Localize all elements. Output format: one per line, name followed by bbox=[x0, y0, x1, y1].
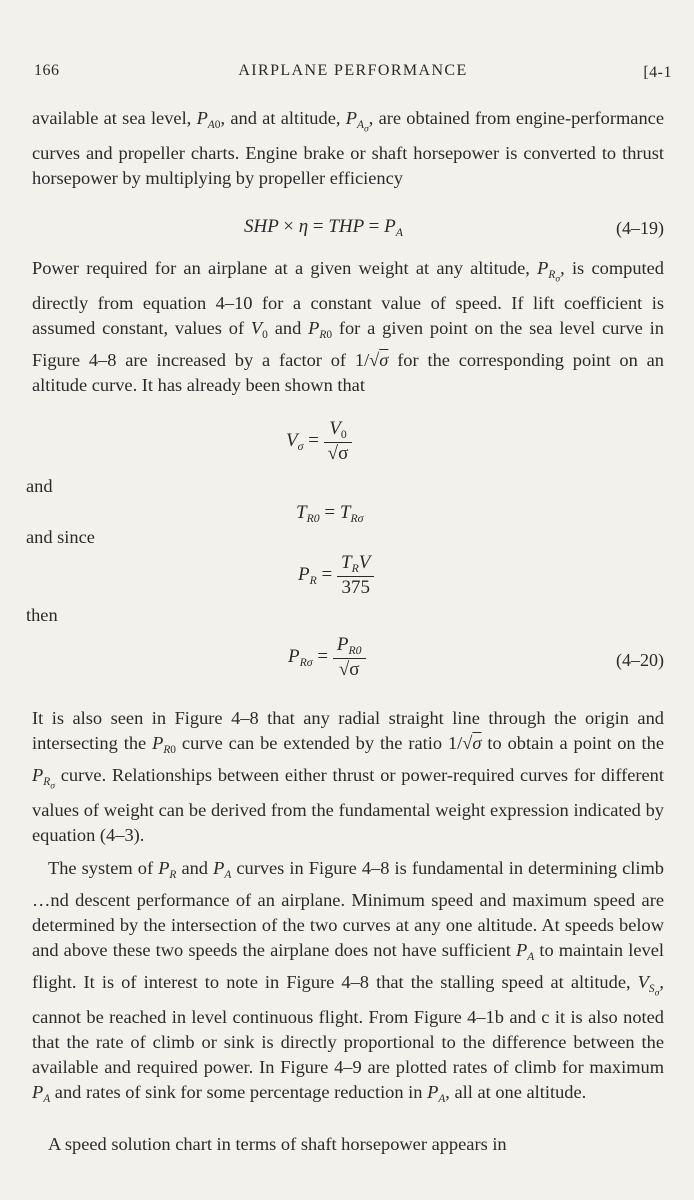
connector-then: then bbox=[26, 605, 58, 625]
page-number: 166 bbox=[34, 62, 60, 79]
running-title: AIRPLANE PERFORMANCE bbox=[238, 62, 468, 79]
equation-4-19: SHP × η = THP = $P_A$ bbox=[244, 216, 403, 240]
connector-and-since: and since bbox=[26, 527, 95, 547]
paragraph-2: Power required for an airplane at a given weight at any altitude, $P_{R_\sigma}$, is computed directly from equation 4–10 for a constant value of speed. If lift coefficient is assumed constant, values of $V_0$ and $P_{R0}$ for a given point on the sea level curve in Figure 4–8 are increased by a factor of 1/√σ for the corresponding point on an altitude curve. It has already been shown that bbox=[32, 258, 665, 396]
equation-number-4-19: (4–19) bbox=[616, 218, 664, 238]
paragraph-1: available at sea level, $P_{A0}$, and at altitude, $P_{A_\sigma}$, are obtained from engine-performance curves and propeller charts. Engine brake or shaft horsepower is converted to thrust horsepower by multiplying by propeller efficiency bbox=[32, 108, 664, 189]
paragraph-3: It is also seen in Figure 4–8 that any radial straight line through the origin and intersecting the $P_{R0}$ curve can be extended by the ratio 1/√σ to obtain a point on the $P_{R_\sigma}$ curve. Relationships between either thrust or power-required curves for different values of weight can be derived from the fundamental weight expression indicated by equation (4–3). bbox=[32, 708, 664, 846]
running-header bbox=[34, 62, 672, 86]
connector-and: and bbox=[26, 476, 53, 496]
equation-number-4-20: (4–20) bbox=[616, 650, 664, 670]
equation-v-sigma: $V_\sigma$ = $\frac{V_0}{√\sigma}$ bbox=[286, 418, 352, 465]
paragraph-5: A speed solution chart in terms of shaft horsepower appears in bbox=[48, 1134, 507, 1154]
equation-power-required: $P_R$ = $\frac{T_RV}{375}$ bbox=[298, 552, 374, 599]
section-marker: [4-1 bbox=[643, 64, 672, 81]
equation-thrust: $T_{R0} = T_{R\sigma}$ bbox=[296, 502, 364, 526]
paragraph-4: The system of $P_R$ and $P_A$ curves in Figure 4–8 is fundamental in determining climb …nd descent performance of an airplane. Minimum speed and maximum speed are determined by the intersection of the two curves at any one altitude. At speeds below and above these two speeds the airplane does not have sufficient $P_A$ to maintain level flight. It is of interest to note in Figure 4–8 that the stalling speed at altitude, $V_{S_\sigma}$, cannot be reached in level continuous flight. From Figure 4–1b and c it is also noted that the rate of climb or sink is directly proportional to the difference between the available and required power. In Figure 4–9 are plotted rates of climb for maximum $P_A$ and rates of sink for some percentage reduction in $P_A$, all at one altitude. bbox=[32, 858, 664, 1106]
equation-4-20: $P_{R\sigma}$ = $\frac{P_{R0}}{√\sigma}$ bbox=[288, 634, 366, 681]
